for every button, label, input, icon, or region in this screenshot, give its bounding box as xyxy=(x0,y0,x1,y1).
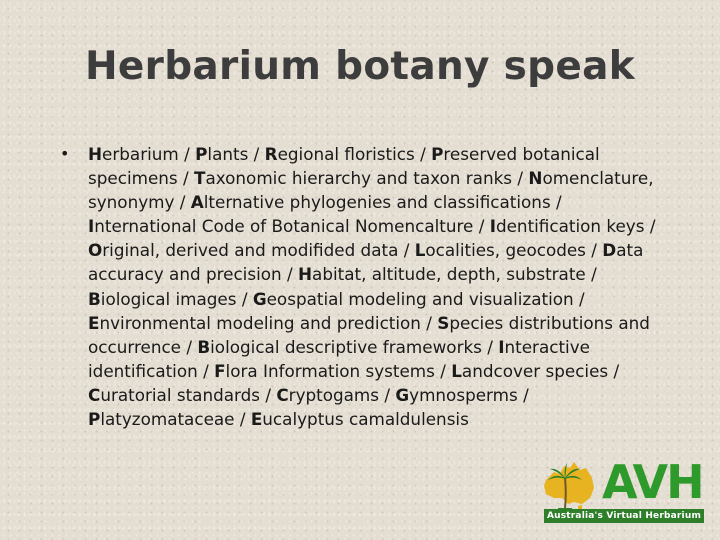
term-rest: riginal, derived and modifided data xyxy=(102,240,399,261)
term-separator: / xyxy=(414,144,432,164)
term xyxy=(490,216,656,236)
term-initial: G xyxy=(252,288,267,309)
term-initial: S xyxy=(437,312,450,333)
term-separator: / xyxy=(644,216,656,237)
term-separator: / xyxy=(608,360,620,381)
term-separator: / xyxy=(236,288,253,309)
term-rest: iological images xyxy=(100,288,237,309)
term xyxy=(88,144,195,164)
term-separator: / xyxy=(248,144,265,164)
term xyxy=(253,289,585,309)
term-rest: eospatial modeling and visualization xyxy=(266,288,574,309)
term-separator: / xyxy=(585,264,597,285)
term-separator: / xyxy=(281,264,298,285)
term xyxy=(451,361,619,381)
term-separator: / xyxy=(398,240,415,261)
term-initial: D xyxy=(602,240,617,261)
term-separator: / xyxy=(434,360,452,381)
term-separator: / xyxy=(379,384,396,405)
term-rest: pecies distributions and occurrence xyxy=(88,312,650,357)
term xyxy=(88,385,276,405)
term-initial: N xyxy=(528,168,543,189)
logo-tagline: Australia's Virtual Herbarium xyxy=(544,509,704,523)
term-rest: nteractive identification xyxy=(88,336,590,381)
term-initial: I xyxy=(489,216,496,237)
term xyxy=(214,361,451,381)
term-initial: G xyxy=(395,384,410,405)
term-separator: / xyxy=(550,192,562,213)
term xyxy=(395,385,528,405)
term-rest: iological descriptive frameworks xyxy=(210,336,482,357)
term-rest: dentification keys xyxy=(495,216,645,237)
term-separator: / xyxy=(512,168,529,189)
term-initial: B xyxy=(197,336,211,357)
term-rest: ata accuracy and precision xyxy=(88,240,644,285)
term-separator: / xyxy=(178,144,196,164)
term-separator: / xyxy=(260,384,277,405)
term-rest: nvironmental modeling and prediction xyxy=(99,312,421,333)
term-rest: axonomic hierarchy and taxon ranks xyxy=(205,168,513,189)
term-initial: I xyxy=(88,216,95,237)
term-initial: L xyxy=(414,240,426,261)
term-initial: T xyxy=(194,168,206,189)
australia-map-with-palm-tree-icon xyxy=(540,458,598,510)
term-rest: uratorial standards xyxy=(100,384,261,405)
term xyxy=(194,168,528,188)
term-separator: / xyxy=(197,360,215,381)
term-initial: B xyxy=(88,288,101,309)
term-initial: C xyxy=(88,384,101,405)
term xyxy=(88,409,251,429)
term-rest: reserved botanical specimens xyxy=(88,144,600,189)
term-separator: / xyxy=(473,216,490,237)
term-initial: F xyxy=(214,360,226,381)
term xyxy=(191,192,562,212)
slide-title: Herbarium botany speak xyxy=(84,44,635,89)
term-rest: ryptogams xyxy=(288,384,380,405)
term xyxy=(265,144,431,164)
term-separator: / xyxy=(177,168,194,189)
term-initial: L xyxy=(451,360,462,381)
term xyxy=(195,144,265,164)
term-initial: I xyxy=(498,336,505,357)
term xyxy=(88,289,253,309)
term xyxy=(298,264,597,284)
term-initial: O xyxy=(88,240,103,261)
term-separator: / xyxy=(420,312,438,333)
term-rest: lora Information systems xyxy=(225,360,435,381)
term-separator: / xyxy=(181,336,198,357)
term xyxy=(88,313,437,333)
term-initial: P xyxy=(431,144,444,164)
term xyxy=(88,240,415,260)
term xyxy=(197,337,498,357)
term-rest: ymnosperms xyxy=(409,384,518,405)
bullet-item xyxy=(60,142,660,431)
term-rest: erbarium xyxy=(102,144,179,164)
term-initial: H xyxy=(297,264,313,285)
term-separator: / xyxy=(481,336,499,357)
term-separator: / xyxy=(585,240,603,261)
term-separator: / xyxy=(573,288,585,309)
term-rest: omenclature, synonymy xyxy=(88,168,654,213)
term-rest: lants xyxy=(207,144,249,164)
term-separator: / xyxy=(174,192,191,213)
term-rest: ucalyptus camaldulensis xyxy=(262,409,469,430)
term-rest: nternational Code of Botanical Nomencalture xyxy=(94,216,474,237)
term-initial: R xyxy=(264,144,278,164)
logo-text: AVH xyxy=(602,455,703,509)
term-initial: A xyxy=(190,192,204,213)
term-rest: abitat, altitude, depth, substrate xyxy=(312,264,586,285)
term-initial: C xyxy=(276,384,289,405)
term xyxy=(276,385,395,405)
term-rest: lternative phylogenies and classifications xyxy=(203,192,551,213)
term xyxy=(415,240,603,260)
avh-logo xyxy=(540,455,710,524)
term-rest: andcover species xyxy=(461,360,609,381)
terms-list xyxy=(88,144,656,429)
term-initial: E xyxy=(88,312,100,333)
term-initial: H xyxy=(88,144,103,164)
term-rest: ocalities, geocodes xyxy=(425,240,586,261)
term xyxy=(251,409,469,429)
term-initial: P xyxy=(195,144,208,164)
term xyxy=(88,216,490,236)
term-separator: / xyxy=(234,409,251,430)
term-rest: egional floristics xyxy=(277,144,415,164)
bullet-list xyxy=(60,142,660,431)
term-initial: P xyxy=(88,409,101,430)
term-rest: latyzomataceae xyxy=(100,409,235,430)
term-separator: / xyxy=(517,384,529,405)
bullet-icon: • xyxy=(60,144,70,163)
term-initial: E xyxy=(250,409,263,430)
